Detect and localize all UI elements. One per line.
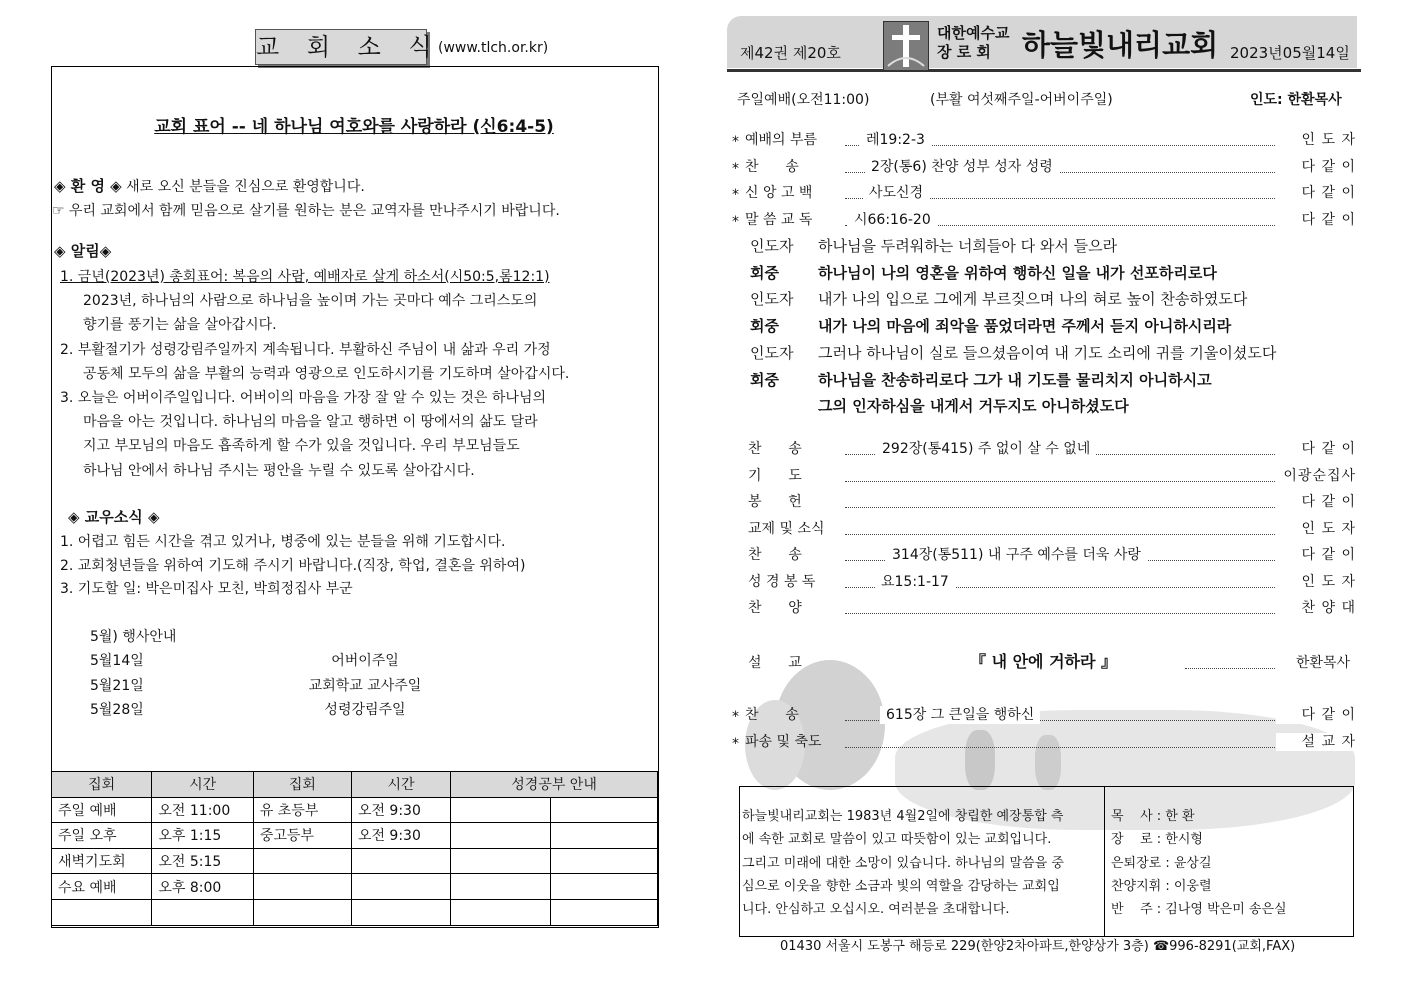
event-name: 어버이주일 — [331, 653, 399, 669]
service-time: 주일예배(오전11:00) — [737, 92, 870, 108]
reading-text: 하나님을 두려워하는 너희들아 다 와서 들으라 — [818, 237, 1118, 255]
schedule-cell: 유 초등부 — [253, 797, 351, 823]
left-title-box — [255, 29, 442, 65]
schedule-cell: 오전 5:15 — [152, 848, 253, 874]
schedule-cell: 주일 오후 — [52, 823, 152, 849]
order-item-name: 찬 송 — [748, 441, 802, 457]
intro-line: 에 속한 교회로 말씀이 있고 따뜻함이 있는 교회입니다. — [742, 832, 1052, 848]
order-item-content: 레19:2-3 — [860, 131, 931, 149]
member-news-line: 2. 교회청년들을 위하여 기도해 주시기 바랍니다.(직장, 학업, 결혼을 위하여) — [60, 557, 526, 574]
denomination — [937, 24, 1009, 62]
reading-speaker: 회중 — [750, 317, 779, 336]
service-leader: 인도: 한환목사 — [1250, 92, 1342, 108]
staff-line: 장 로 : 한시형 — [1111, 832, 1203, 848]
schedule-cell — [351, 899, 450, 925]
staff-line: 찬양지휘 : 이웅렬 — [1111, 878, 1212, 894]
order-item-person: 찬 양 대 — [1276, 599, 1356, 617]
notice-line: 3. 오늘은 어버이주일입니다. 어버이의 마음을 가장 잘 알 수 있는 것은 하나님의 — [60, 390, 547, 406]
order-item-name: 찬 송 — [745, 158, 799, 175]
order-item-name: 기 도 — [748, 467, 802, 484]
order-item-person: 다 같 이 — [1276, 493, 1356, 511]
required-mark: * — [732, 187, 739, 204]
reading-text: 그러나 하나님이 실로 들으셨음이여 내 기도 소리에 귀를 기울이셨도다 — [818, 343, 1277, 362]
info-box-divider — [1104, 786, 1105, 936]
schedule-cell: 오전 9:30 — [351, 797, 450, 823]
notice-line: 마음을 아는 것입니다. 하나님의 마음을 알고 행하면 이 땅에서의 삶도 달라 — [83, 414, 538, 431]
notice-line: 하나님 안에서 하나님 주시는 평안을 누릴 수 있도록 살아갑시다. — [83, 462, 475, 479]
order-item-person: 다 같 이 — [1276, 211, 1356, 229]
reading-text: 내가 나의 마음에 죄악을 품었더라면 주께서 듣지 아니하시리라 — [818, 317, 1232, 336]
order-item-name: 예배의 부름 — [745, 132, 818, 148]
schedule-cell — [253, 848, 351, 874]
order-item-name: 신 앙 고 백 — [745, 185, 813, 202]
order-item-person: 다 같 이 — [1276, 546, 1356, 564]
schedule-cell: 중고등부 — [253, 823, 351, 849]
study-cell — [550, 899, 657, 925]
order-item-person: 이광순집사 — [1276, 467, 1356, 485]
order-item-person: 인 도 자 — [1276, 573, 1356, 591]
order-item-name: 봉 헌 — [748, 494, 802, 510]
welcome-heading: ◈ 환 영 ◈ — [54, 177, 122, 195]
denomination-line-2: 장 로 회 — [937, 43, 991, 61]
schedule-header-cell: 성경공부 안내 — [451, 772, 658, 798]
schedule-row — [52, 874, 658, 900]
sermon-title: 『 내 안에 거하라 』 — [970, 652, 1118, 671]
church-address: 01430 서울시 도봉구 해등로 229(한양2차아파트,한양상가 3층) ☎996-8291(교회,FAX) — [780, 939, 1296, 954]
events-heading: 5월) 행사안내 — [90, 629, 177, 645]
schedule-cell: 오후 1:15 — [152, 823, 253, 849]
required-mark: * — [732, 134, 739, 150]
study-cell — [451, 797, 551, 823]
notice-line: 지고 부모님의 마음도 흡족하게 할 수가 있을 것입니다. 우리 부모님들도 — [83, 438, 520, 455]
leader-dots — [845, 481, 1277, 482]
schedule-cell — [253, 899, 351, 925]
service-note: (부활 여섯째주일-어버이주일) — [930, 92, 1113, 108]
member-news-line: 3. 기도할 일: 박은미집사 모친, 박희정집사 부군 — [60, 581, 353, 597]
reading-text: 내가 나의 입으로 그에게 부르짖으며 나의 혀로 높이 찬송하였도다 — [818, 290, 1248, 309]
church-motto: 교회 표어 -- 네 하나님 여호와를 사랑하라 (신6:4-5) — [154, 117, 554, 137]
order-item-person: 다 같 이 — [1276, 706, 1356, 724]
schedule-header-cell: 집회 — [52, 772, 152, 798]
leader-dots — [845, 613, 1277, 614]
order-item-person: 인 도 자 — [1276, 131, 1356, 149]
bulletin-date: 2023년05월14일 — [1230, 44, 1350, 62]
notice-line: 2. 부활절기가 성령강림주일까지 계속됩니다. 부활하신 주님이 내 삶과 우리 가정 — [60, 341, 551, 358]
order-item-content: 292장(통415) 주 없이 살 수 없네 — [876, 440, 1096, 458]
event-date: 5월28일 — [90, 702, 144, 718]
order-item-person: 다 같 이 — [1276, 184, 1356, 202]
study-cell — [550, 823, 657, 849]
notice-line: 향기를 풍기는 삶을 살아갑시다. — [83, 317, 277, 334]
member-news-heading: ◈ 교우소식 ◈ — [68, 508, 160, 526]
member-news-line: 1. 어렵고 힘든 시간을 겪고 있거나, 병중에 있는 분들을 위해 기도합시다. — [60, 534, 506, 550]
schedule-cell: 수요 예배 — [52, 874, 152, 900]
reading-speaker: 회중 — [750, 370, 779, 389]
order-item-name: 찬 송 — [745, 707, 799, 723]
volume-number: 제42권 제20호 — [740, 44, 841, 62]
intro-line: 하늘빛내리교회는 1983년 4월2일에 창립한 예장통합 측 — [742, 809, 1064, 824]
schedule-cell: 새벽기도회 — [52, 848, 152, 874]
required-mark: * — [732, 213, 739, 230]
schedule-row — [52, 797, 658, 823]
website-url[interactable]: (www.tlch.or.kr) — [438, 40, 549, 56]
study-cell — [550, 874, 657, 900]
study-cell — [451, 874, 551, 900]
intro-line: 니다. 안심하고 오십시오. 여러분을 초대합니다. — [742, 902, 1010, 918]
schedule-cell — [351, 848, 450, 874]
reading-speaker: 회중 — [750, 263, 779, 282]
staff-line: 반 주 : 김나영 박은미 송은실 — [1111, 902, 1287, 918]
intro-line: 심으로 이웃을 향한 소금과 빛의 역할을 감당하는 교회입 — [742, 878, 1060, 894]
schedule-cell: 오전 11:00 — [152, 797, 253, 823]
page-title: 교 회 소 식 — [256, 33, 442, 61]
intro-line: 그리고 미래에 대한 소망이 있습니다. 하나님의 말씀을 중 — [742, 855, 1064, 871]
reading-text: 하나님을 찬송하리로다 그가 내 기도를 물리치지 아니하시고 — [818, 370, 1212, 389]
order-item-content: 사도신경 — [863, 184, 929, 202]
staff-line: 은퇴장로 : 윤상길 — [1111, 855, 1212, 871]
sermon-label: 설 교 — [748, 655, 802, 671]
schedule-cell: 오전 9:30 — [351, 823, 450, 849]
order-item-content: 요15:1-17 — [875, 573, 955, 591]
study-cell — [451, 823, 551, 849]
order-item-name: 찬 송 — [748, 547, 802, 563]
notice-line: 1. 금년(2023년) 총회표어: 복음의 사람, 예배자로 살게 하소서(시50:5,롬12:1) — [60, 269, 550, 285]
event-date: 5월21일 — [90, 677, 144, 694]
order-item-content: 615장 그 큰일을 행하신 — [880, 706, 1040, 724]
order-item-person: 다 같 이 — [1276, 158, 1356, 176]
order-item-name: 교제 및 소식 — [748, 520, 825, 537]
welcome-text: 새로 오신 분들을 진심으로 환영합니다. — [126, 179, 365, 195]
required-mark: * — [732, 160, 739, 177]
order-item-content: 314장(통511) 내 구주 예수를 더욱 사랑 — [886, 546, 1147, 564]
order-item-name: 성 경 봉 독 — [748, 573, 816, 590]
welcome-line: ☞ 우리 교회에서 함께 믿음으로 살기를 원하는 분은 교역자를 만나주시기 바랍니다. — [52, 203, 560, 219]
order-item-name: 찬 양 — [748, 600, 802, 616]
reading-speaker: 인도자 — [750, 237, 794, 255]
reading-text: 하나님이 나의 영혼을 위하여 행하신 일을 내가 선포하리로다 — [818, 263, 1217, 282]
study-cell — [550, 848, 657, 874]
cross-logo-icon — [883, 21, 929, 71]
schedule-header-row — [52, 772, 658, 798]
denomination-line-1: 대한예수교 — [937, 24, 1010, 42]
order-item-content: 2장(통6) 찬양 성부 성자 성령 — [865, 158, 1059, 176]
schedule-cell: 오후 8:00 — [152, 874, 253, 900]
schedule-row — [52, 823, 658, 849]
study-cell — [451, 848, 551, 874]
order-item-content: 시66:16-20 — [848, 211, 937, 229]
notice-heading: ◈ 알림◈ — [54, 242, 112, 260]
leader-dots — [845, 747, 1277, 748]
leader-dots — [845, 507, 1277, 508]
study-cell — [451, 899, 551, 925]
header-divider — [727, 69, 1361, 72]
reading-speaker: 인도자 — [750, 343, 794, 362]
notice-line: 2023년, 하나님의 사람으로 하나님을 높이며 가는 곳마다 예수 그리스도의 — [83, 293, 538, 310]
leader-dots — [845, 534, 1277, 535]
schedule-header-cell: 시간 — [351, 772, 450, 798]
order-item-person: 설 교 자 — [1276, 733, 1356, 751]
schedule-cell — [152, 899, 253, 925]
sermon-preacher: 한환목사 — [1276, 654, 1350, 672]
order-item-name: 파송 및 축도 — [745, 734, 822, 750]
staff-line: 목 사 : 한 환 — [1111, 809, 1195, 824]
schedule-cell — [253, 874, 351, 900]
welcome-section — [54, 177, 365, 196]
event-name: 교회학교 교사주일 — [308, 677, 422, 694]
leader-dots — [1185, 668, 1277, 669]
event-date: 5월14일 — [90, 653, 144, 669]
schedule-header-cell: 시간 — [152, 772, 253, 798]
schedule-cell — [52, 899, 152, 925]
meeting-schedule-table — [51, 771, 658, 926]
schedule-cell — [351, 874, 450, 900]
schedule-header-cell: 집회 — [253, 772, 351, 798]
required-mark: * — [732, 709, 739, 725]
church-name: 하늘빛내리교회 — [1022, 28, 1219, 62]
schedule-row — [52, 848, 658, 874]
schedule-cell: 주일 예배 — [52, 797, 152, 823]
order-item-name: 말 씀 교 독 — [745, 211, 813, 228]
study-cell — [550, 797, 657, 823]
reading-speaker: 인도자 — [750, 290, 794, 309]
schedule-row — [52, 899, 658, 925]
order-item-person: 다 같 이 — [1276, 440, 1356, 458]
event-name: 성령강림주일 — [324, 702, 406, 718]
required-mark: * — [732, 736, 739, 752]
reading-text: 그의 인자하심을 내게서 거두지도 아니하셨도다 — [818, 397, 1129, 416]
order-item-person: 인 도 자 — [1276, 520, 1356, 538]
notice-line: 공동체 모두의 삶을 부활의 능력과 영광으로 인도하시기를 기도하며 살아갑시다. — [83, 365, 570, 382]
